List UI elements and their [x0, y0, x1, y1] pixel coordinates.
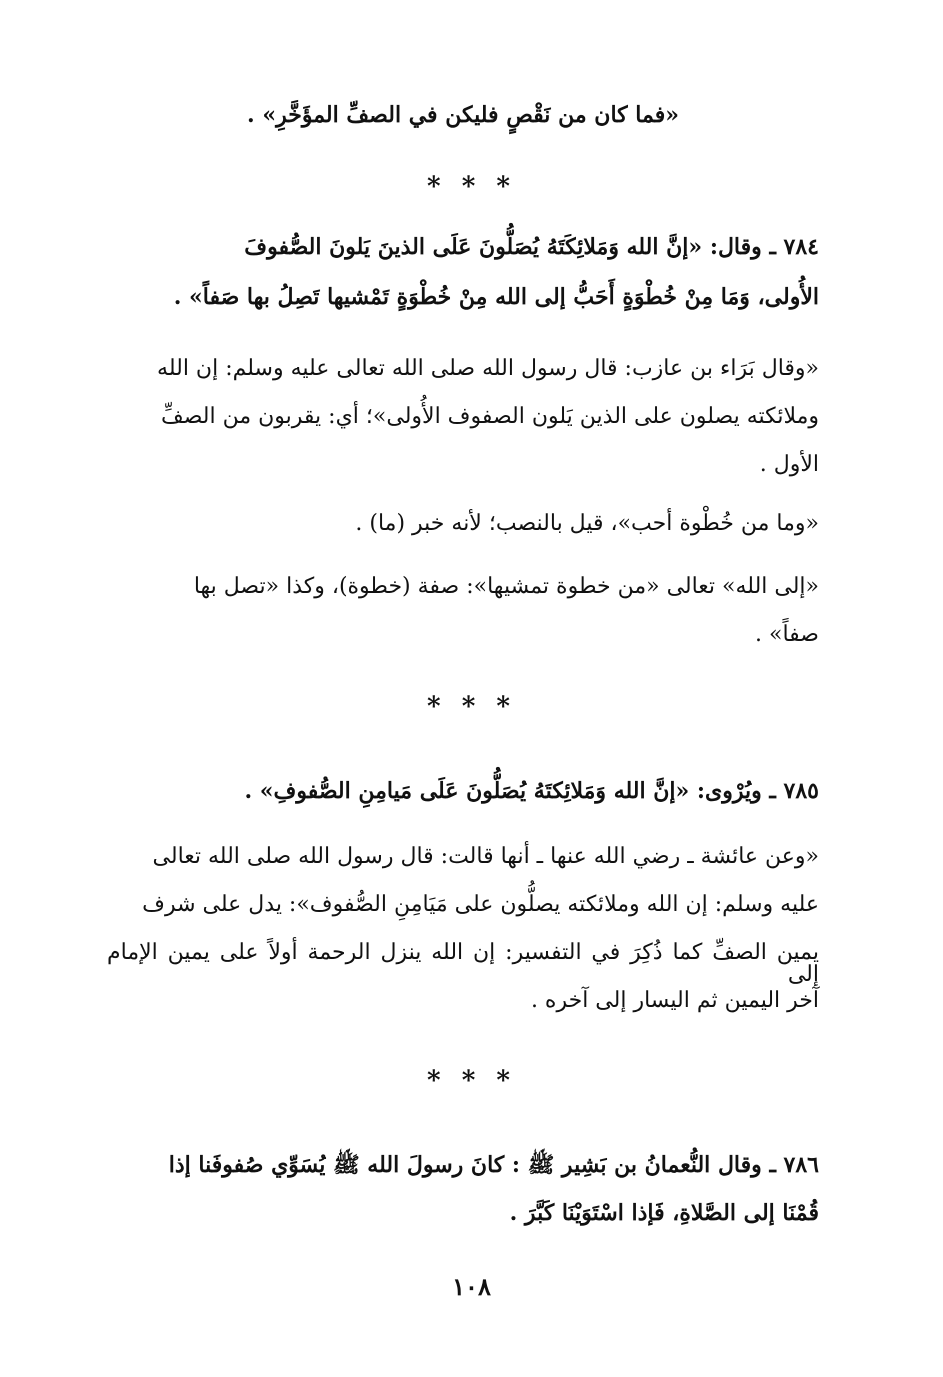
text-line: آخر اليمين ثم اليسار إلى آخره . — [530, 988, 819, 1013]
text-line: ٧٨٤ ـ وقال: «إنَّ الله وَمَلائِكَتَهُ يُصَلُّونَ عَلَى الذينَ يَلونَ الصُّفوفَ — [244, 234, 819, 260]
text-line: وملائكته يصلون على الذين يَلون الصفوف الأُولى»؛ أي: يقربون من الصفِّ — [160, 404, 819, 429]
commentary-785 — [107, 846, 819, 1038]
hadith-786 — [107, 1154, 819, 1250]
commentary-784-b — [107, 513, 819, 561]
text-line: يمين الصفِّ كما ذُكِرَ في التفسير: إن الله ينزل الرحمة أولاً على يمين الإمام إلى — [107, 940, 819, 987]
text-line: ٧٨٥ ـ ويُرْوى: «إنَّ الله وَمَلائِكتَهُ يُصَلُّونَ عَلَى مَيامِنِ الصُّفوفِ» . — [244, 778, 819, 804]
text-line: الأول . — [759, 452, 819, 477]
text-line: ٧٨٦ ـ وقال النُّعمانُ بن بَشِير ﷺ : كانَ رسولَ الله ﷺ يُسَوِّي صُفوفَنا إذا — [168, 1152, 819, 1178]
text-line: قُمْنَا إلى الصَّلاةِ، فَإذا اسْتَوَيْنَا كَبَّرَ . — [509, 1200, 819, 1226]
commentary-784-a — [107, 358, 819, 502]
text-line: عليه وسلم: إن الله وملائكته يصلُّون على مَيَامِنِ الصُّفوف»: يدل على شرف — [142, 892, 819, 917]
commentary-784-c — [107, 576, 819, 672]
section-separator: * * * — [427, 172, 516, 202]
text-line: «إلى الله» تعالى «من خطوة تمشيها»: صفة (خطوة)، وكذا «تصل بها — [193, 574, 819, 599]
section-separator: * * * — [427, 1066, 516, 1096]
text-line: «وما من خُطْوة أحب»، قيل بالنصب؛ لأنه خبر (ما) . — [355, 511, 819, 536]
page-number: ١٠٨ — [452, 1272, 491, 1301]
text-line: «وقال بَرَاء بن عازب: قال رسول الله صلى الله تعالى عليه وسلم: إن الله — [157, 356, 819, 381]
section-separator: * * * — [427, 692, 516, 722]
hadith-785 — [107, 780, 819, 828]
hadith-continuation — [107, 104, 819, 146]
text-line: «وعن عائشة ـ رضي الله عنها ـ أنها قالت: قال رسول الله صلى الله تعالى — [152, 844, 819, 869]
text-line: «فما كان من نَقْصٍ فليكن في الصفِّ المؤَخَّرِ» . — [247, 102, 679, 128]
text-line: صفاً» . — [755, 622, 819, 647]
text-line: الأُولى، وَمَا مِنْ خُطْوَةٍ أَحَبُّ إلى الله مِنْ خُطْوَةٍ تَمْشيها تَصِلُ بها صَفاً» . — [173, 284, 819, 310]
hadith-784 — [107, 236, 819, 336]
